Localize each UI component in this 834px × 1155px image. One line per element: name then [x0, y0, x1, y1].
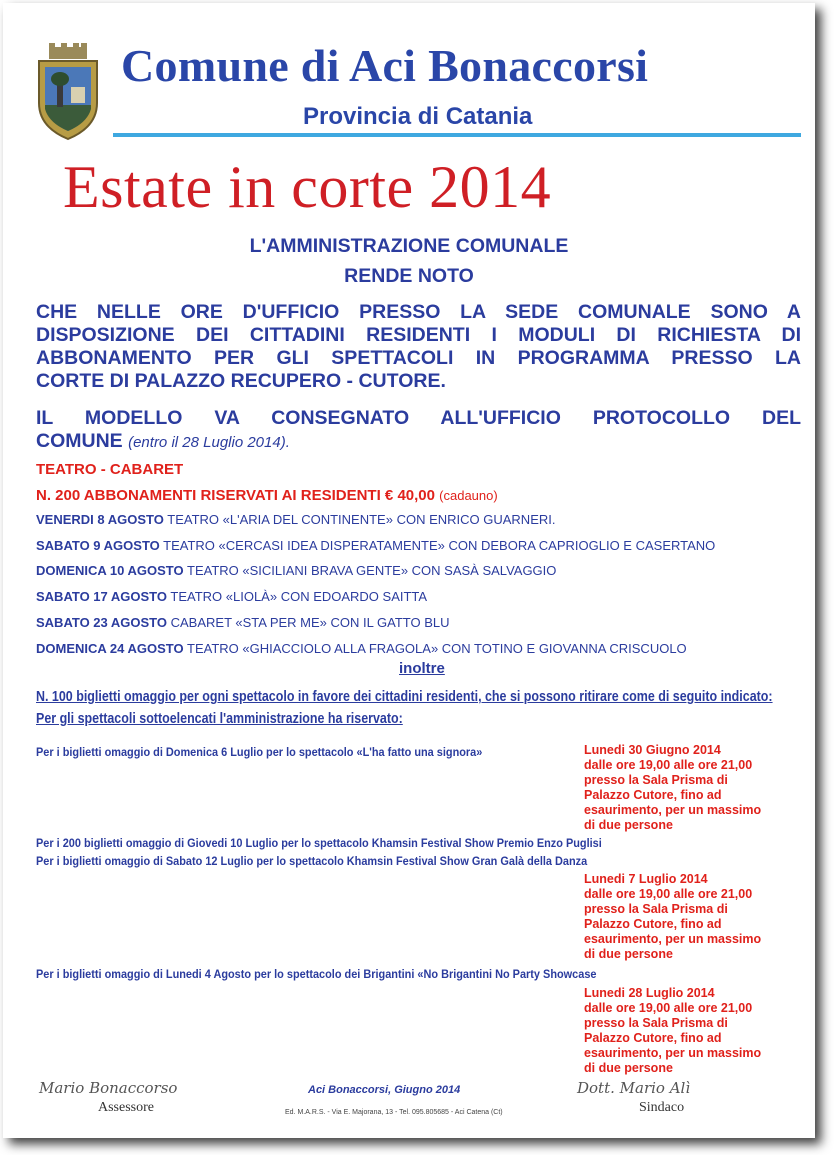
pickup-line: di due persone	[584, 1061, 673, 1075]
province-subtitle: Provincia di Catania	[303, 103, 533, 130]
pickup-line: dalle ore 19,00 alle ore 21,00	[584, 1001, 753, 1015]
schedule-desc: TEATRO «SICILIANI BRAVA GENTE» CON SASÀ SALVAGGIO	[187, 563, 557, 578]
pickup-line: esaurimento, per un massimo	[584, 1046, 762, 1060]
pickup-date: Lunedi 7 Luglio 2014	[584, 872, 708, 886]
schedule-item	[36, 512, 555, 527]
pickup-date: Lunedi 28 Luglio 2014	[584, 986, 715, 1000]
schedule-item	[36, 538, 715, 553]
pickup-line: di due persone	[584, 947, 673, 961]
pickup-line: presso la Sala Prisma di	[584, 773, 728, 787]
ticket-entry: Per i 200 biglietti omaggio di Giovedi 10 Luglio per lo spettacolo Khamsin Festival Show Premio Enzo Puglisi	[36, 838, 602, 850]
inoltre-label: inoltre	[399, 660, 445, 677]
schedule-item	[36, 589, 427, 604]
body-line: COMUNE	[36, 430, 123, 452]
event-title: Estate in corte 2014	[63, 154, 552, 220]
body-paragraph-1	[36, 301, 801, 393]
subscriptions-text: N. 200 ABBONAMENTI RISERVATI AI RESIDENTI € 40,00	[36, 487, 435, 504]
place-date: Aci Bonaccorsi, Giugno 2014	[308, 1084, 461, 1096]
pickup-date: Lunedi 30 Giugno 2014	[584, 743, 721, 757]
schedule-date: SABATO 23 AGOSTO	[36, 615, 167, 630]
pickup-info	[584, 986, 784, 1076]
ticket-entry: Per i biglietti omaggio di Domenica 6 Luglio per lo spettacolo «L'ha fatto una signora»	[36, 747, 483, 759]
schedule-date: VENERDI 8 AGOSTO	[36, 512, 164, 527]
schedule-date: SABATO 17 AGOSTO	[36, 589, 167, 604]
header-divider	[113, 133, 801, 137]
pickup-line: esaurimento, per un massimo	[584, 803, 762, 817]
pickup-line: di due persone	[584, 818, 673, 832]
pickup-line: esaurimento, per un massimo	[584, 932, 762, 946]
pickup-line: presso la Sala Prisma di	[584, 1016, 728, 1030]
deadline-note: (entro il 28 Luglio 2014).	[128, 434, 290, 451]
assessore-role: Assessore	[98, 1100, 154, 1115]
pickup-line: Palazzo Cutore, fino ad	[584, 917, 722, 931]
coat-of-arms-icon	[35, 43, 101, 141]
pickup-line: Palazzo Cutore, fino ad	[584, 1031, 722, 1045]
schedule-desc: TEATRO «CERCASI IDEA DISPERATAMENTE» CON DEBORA CAPRIOGLIO E CASERTANO	[163, 538, 716, 553]
subscriptions-note: (cadauno)	[439, 488, 498, 503]
free-tickets-line2: Per gli spettacoli sottoelencati l'amministrazione ha riservato:	[36, 711, 403, 727]
schedule-date: DOMENICA 10 AGOSTO	[36, 563, 184, 578]
schedule-date: DOMENICA 24 AGOSTO	[36, 641, 184, 656]
announcement-line2: RENDE NOTO	[344, 265, 474, 287]
subscriptions-line	[36, 487, 498, 504]
schedule-item	[36, 615, 449, 630]
pickup-info	[584, 872, 784, 962]
body-line: CHE NELLE ORE D'UFFICIO PRESSO LA SEDE COMUNALE SONO A	[36, 301, 801, 323]
announcement-line1: L'AMMINISTRAZIONE COMUNALE	[249, 235, 569, 257]
schedule-desc: TEATRO «GHIACCIOLO ALLA FRAGOLA» CON TOTINO E GIOVANNA CRISCUOLO	[187, 641, 687, 656]
schedule-item	[36, 641, 687, 656]
printer-credit: Ed. M.A.R.S. - Via E. Majorana, 13 - Tel. 095.805685 - Aci Catena (Ct)	[285, 1109, 503, 1116]
sindaco-role: Sindaco	[639, 1100, 685, 1115]
section-heading: TEATRO - CABARET	[36, 461, 184, 478]
municipality-title: Comune di Aci Bonaccorsi	[121, 40, 649, 91]
schedule-desc: TEATRO «LIOLÀ» CON EDOARDO SAITTA	[170, 589, 428, 604]
ticket-entry: Per i biglietti omaggio di Sabato 12 Luglio per lo spettacolo Khamsin Festival Show Gran Galà della Danza	[36, 856, 588, 868]
schedule-date: SABATO 9 AGOSTO	[36, 538, 160, 553]
body-line: IL MODELLO VA CONSEGNATO ALL'UFFICIO PROTOCOLLO DEL	[36, 407, 801, 429]
body-line: DISPOSIZIONE DEI CITTADINI RESIDENTI I MODULI DI RICHIESTA DI	[36, 324, 801, 346]
free-tickets-line1: N. 100 biglietti omaggio per ogni spettacolo in favore dei cittadini residenti, che si possono ritirare come di seguito indicato:	[36, 689, 773, 705]
ticket-entry: Per i biglietti omaggio di Lunedi 4 Agosto per lo spettacolo dei Brigantini «No Brigantini No Party Showcase	[36, 969, 597, 981]
schedule-desc: TEATRO «L'ARIA DEL CONTINENTE» CON ENRICO GUARNERI.	[167, 512, 556, 527]
schedule-desc: CABARET «STA PER ME» CON IL GATTO BLU	[170, 615, 450, 630]
pickup-line: Palazzo Cutore, fino ad	[584, 788, 722, 802]
schedule-item	[36, 563, 556, 578]
assessore-signature: Mario Bonaccorso	[39, 1079, 178, 1097]
body-line: ABBONAMENTO PER GLI SPETTACOLI IN PROGRAMMA PRESSO LA	[36, 347, 801, 369]
body-paragraph-2	[36, 407, 801, 454]
body-line: CORTE DI PALAZZO RECUPERO - CUTORE.	[36, 370, 446, 392]
sindaco-signature: Dott. Mario Alì	[577, 1079, 691, 1097]
poster	[3, 3, 815, 1138]
pickup-line: dalle ore 19,00 alle ore 21,00	[584, 887, 753, 901]
pickup-line: presso la Sala Prisma di	[584, 902, 728, 916]
pickup-line: dalle ore 19,00 alle ore 21,00	[584, 758, 753, 772]
pickup-info	[584, 743, 784, 833]
